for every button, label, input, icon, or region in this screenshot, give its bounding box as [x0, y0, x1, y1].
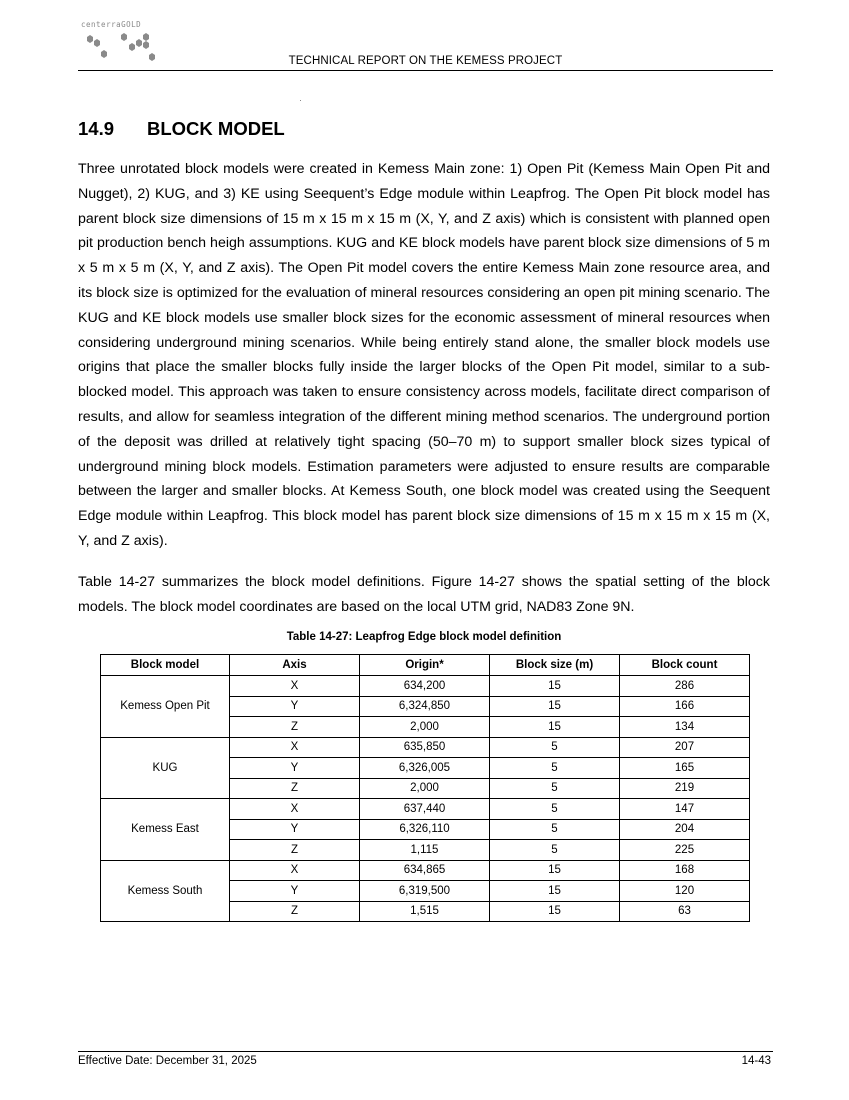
- block-count-cell: 168: [620, 860, 750, 881]
- origin-cell: 637,440: [360, 799, 490, 820]
- axis-cell: X: [230, 799, 360, 820]
- column-header: Origin*: [360, 655, 490, 676]
- axis-cell: Z: [230, 901, 360, 922]
- block-count-cell: 120: [620, 881, 750, 902]
- block-size-cell: 15: [490, 676, 620, 697]
- block-count-cell: 165: [620, 758, 750, 779]
- table-row: [101, 860, 750, 881]
- axis-cell: Z: [230, 717, 360, 738]
- table-row: [101, 676, 750, 697]
- block-count-cell: 286: [620, 676, 750, 697]
- page-footer: [78, 1051, 773, 1067]
- column-header: Block count: [620, 655, 750, 676]
- block-model-name: Kemess Open Pit: [101, 676, 230, 738]
- axis-cell: X: [230, 737, 360, 758]
- origin-cell: 635,850: [360, 737, 490, 758]
- block-model-table: [100, 654, 750, 922]
- block-count-cell: 219: [620, 778, 750, 799]
- origin-cell: 2,000: [360, 778, 490, 799]
- section-number: 14.9: [78, 118, 115, 139]
- section-heading: [78, 118, 285, 140]
- report-title: TECHNICAL REPORT ON THE KEMESS PROJECT: [288, 55, 563, 67]
- block-count-cell: 225: [620, 840, 750, 861]
- block-size-cell: 5: [490, 778, 620, 799]
- section-title: BLOCK MODEL: [147, 118, 285, 139]
- origin-cell: 634,865: [360, 860, 490, 881]
- page-number: 14-43: [741, 1055, 771, 1067]
- axis-cell: Y: [230, 696, 360, 717]
- column-header: Axis: [230, 655, 360, 676]
- axis-cell: X: [230, 860, 360, 881]
- block-size-cell: 15: [490, 717, 620, 738]
- axis-cell: Y: [230, 758, 360, 779]
- block-count-cell: 63: [620, 901, 750, 922]
- axis-cell: X: [230, 676, 360, 697]
- block-size-cell: 5: [490, 819, 620, 840]
- origin-cell: 1,115: [360, 840, 490, 861]
- block-count-cell: 204: [620, 819, 750, 840]
- origin-cell: 634,200: [360, 676, 490, 697]
- axis-cell: Y: [230, 819, 360, 840]
- block-size-cell: 5: [490, 737, 620, 758]
- body-paragraph: Table 14-27 summarizes the block model definitions. Figure 14-27 shows the spatial setting of the block models. The block model coordinates are based on the local UTM grid, NAD83 Zone 9N.: [78, 574, 770, 615]
- origin-cell: 1,515: [360, 901, 490, 922]
- origin-cell: 6,326,110: [360, 819, 490, 840]
- table-row: [101, 737, 750, 758]
- block-size-cell: 15: [490, 696, 620, 717]
- block-size-cell: 15: [490, 901, 620, 922]
- block-model-name: Kemess South: [101, 860, 230, 922]
- block-size-cell: 5: [490, 799, 620, 820]
- block-count-cell: 134: [620, 717, 750, 738]
- axis-cell: Y: [230, 881, 360, 902]
- axis-cell: Z: [230, 778, 360, 799]
- block-size-cell: 15: [490, 860, 620, 881]
- block-model-name: KUG: [101, 737, 230, 799]
- block-model-name: Kemess East: [101, 799, 230, 861]
- origin-cell: 2,000: [360, 717, 490, 738]
- effective-date: Effective Date: December 31, 2025: [78, 1055, 257, 1067]
- logo-text: centerraGOLD: [81, 20, 142, 29]
- column-header: Block size (m): [490, 655, 620, 676]
- origin-cell: 6,319,500: [360, 881, 490, 902]
- stray-mark: [300, 100, 301, 101]
- block-count-cell: 207: [620, 737, 750, 758]
- table-header-row: [101, 655, 750, 676]
- axis-cell: Z: [230, 840, 360, 861]
- block-count-cell: 166: [620, 696, 750, 717]
- origin-cell: 6,324,850: [360, 696, 490, 717]
- block-size-cell: 5: [490, 758, 620, 779]
- page-header: [78, 20, 773, 71]
- table-caption: Table 14-27: Leapfrog Edge block model definition: [286, 631, 562, 643]
- block-count-cell: 147: [620, 799, 750, 820]
- block-size-cell: 15: [490, 881, 620, 902]
- block-size-cell: 5: [490, 840, 620, 861]
- origin-cell: 6,326,005: [360, 758, 490, 779]
- table-row: [101, 799, 750, 820]
- column-header: Block model: [101, 655, 230, 676]
- body-paragraph: Three unrotated block models were created in Kemess Main zone: 1) Open Pit (Kemess Main Open Pit and Nugget), 2) KUG, and 3) KE using Seequent’s Edge module within Leapfrog. The Open Pit block model has parent block size dimensions of 15 m x 15 m x 15 m (X, Y, and Z axis) which is consistent with planned open pit production bench heigh assumptions. KUG and KE block models have parent block size dimensions of 5 m x 5 m x 5 m (X, Y, and Z axis). The Open Pit model covers the entire Kemess Main zone resource area, and its block size is optimized for the evaluation of mineral resources considering an open pit mining scenario. The KUG and KE block models use smaller block sizes for the economic assessment of mineral resources when considering underground mining scenarios. While being entirely stand alone, the smaller block models use origins that place the smaller blocks fully inside the larger blocks of the Open Pit model, similar to a sub-blocked model. This approach was taken to ensure consistency across models, facilitate direct comparison of results, and allow for seamless integration of the different mining method scenarios. The underground portion of the deposit was drilled at relatively tight spacing (50–70 m) to support smaller block sizes typical of underground mining block models. Estimation parameters were adjusted to ensure results are comparable between the larger and smaller blocks. At Kemess South, one block model was created using the Seequent Edge module within Leapfrog. This block model has parent block size dimensions of 15 m x 15 m x 15 m (X, Y, and Z axis).: [78, 161, 770, 549]
